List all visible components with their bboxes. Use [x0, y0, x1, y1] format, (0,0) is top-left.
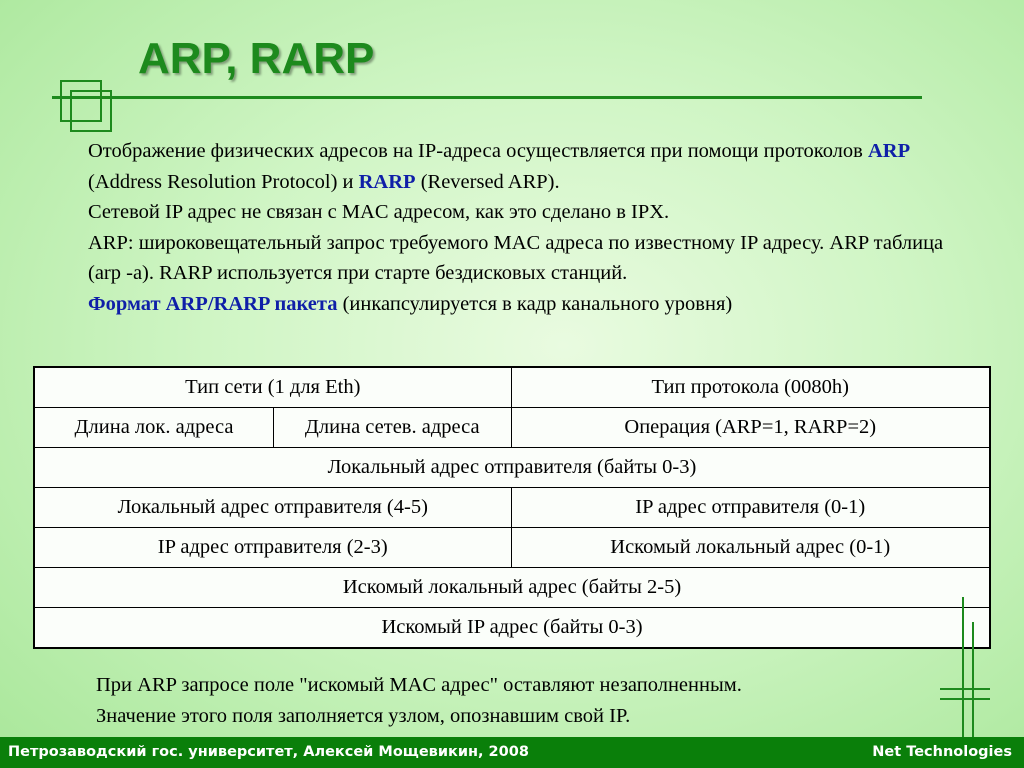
- note-line: При ARP запросе поле "искомый MAC адрес" оставляют незаполненным.: [96, 674, 742, 696]
- table-row: [34, 488, 990, 528]
- table-cell: Тип сети (1 для Eth): [34, 367, 511, 408]
- table-row: [34, 568, 990, 608]
- footer-author: Петрозаводский гос. университет, Алексей Мощевикин, 2008: [8, 744, 529, 760]
- table-row: [34, 448, 990, 488]
- table-row: [34, 367, 990, 408]
- paragraph-intro: Отображение физических адресов на IP-адреса осуществляется при помощи протоколов ARP (Address Resolution Protocol) и RARP (Reversed ARP).: [88, 140, 911, 193]
- slide-body: [88, 136, 948, 319]
- term-arp: ARP: [867, 140, 911, 162]
- table-cell: Искомый локальный адрес (0-1): [511, 528, 990, 568]
- arp-packet-format-table: [33, 366, 991, 649]
- decorative-line: [940, 698, 990, 700]
- footer-bar: [0, 737, 1024, 768]
- note-line: Значение этого поля заполняется узлом, опознавшим свой IP.: [96, 704, 631, 727]
- slide-title: ARP, RARP: [138, 34, 375, 83]
- table-cell: Тип протокола (0080h): [511, 367, 990, 408]
- table-cell: IP адрес отправителя (0-1): [511, 488, 990, 528]
- decorative-line: [962, 597, 964, 737]
- paragraph-arp-desc: ARP: широковещательный запрос требуемого MAC адреса по известному IP адресу. ARP таблица (arp -a). RARP используется при старте бездисковых станций.: [88, 231, 944, 284]
- decorative-line: [972, 622, 974, 737]
- paragraph-format: Формат ARP/RARP пакета (инкапсулируется в кадр канального уровня): [88, 292, 733, 315]
- table-cell: Локальный адрес отправителя (4-5): [34, 488, 511, 528]
- table-cell: Локальный адрес отправителя (байты 0-3): [34, 448, 990, 488]
- table-cell: Длина лок. адреса: [34, 408, 274, 448]
- paragraph-ipx: Сетевой IP адрес не связан с MAC адресом, как это сделано в IPX.: [88, 201, 670, 223]
- table-row: [34, 408, 990, 448]
- table-row: [34, 528, 990, 568]
- title-underline: [52, 96, 922, 99]
- format-heading: Формат ARP/RARP пакета: [88, 292, 338, 315]
- table-cell: Искомый локальный адрес (байты 2-5): [34, 568, 990, 608]
- table-cell: Операция (ARP=1, RARP=2): [511, 408, 990, 448]
- decorative-line: [940, 688, 990, 690]
- table-cell: IP адрес отправителя (2-3): [34, 528, 511, 568]
- footer-course: Net Technologies: [872, 744, 1012, 760]
- term-rarp: RARP: [358, 170, 416, 193]
- table-cell: Длина сетев. адреса: [274, 408, 512, 448]
- slide-note: [96, 670, 936, 731]
- table-row: [34, 608, 990, 649]
- table-cell: Искомый IP адрес (байты 0-3): [34, 608, 990, 649]
